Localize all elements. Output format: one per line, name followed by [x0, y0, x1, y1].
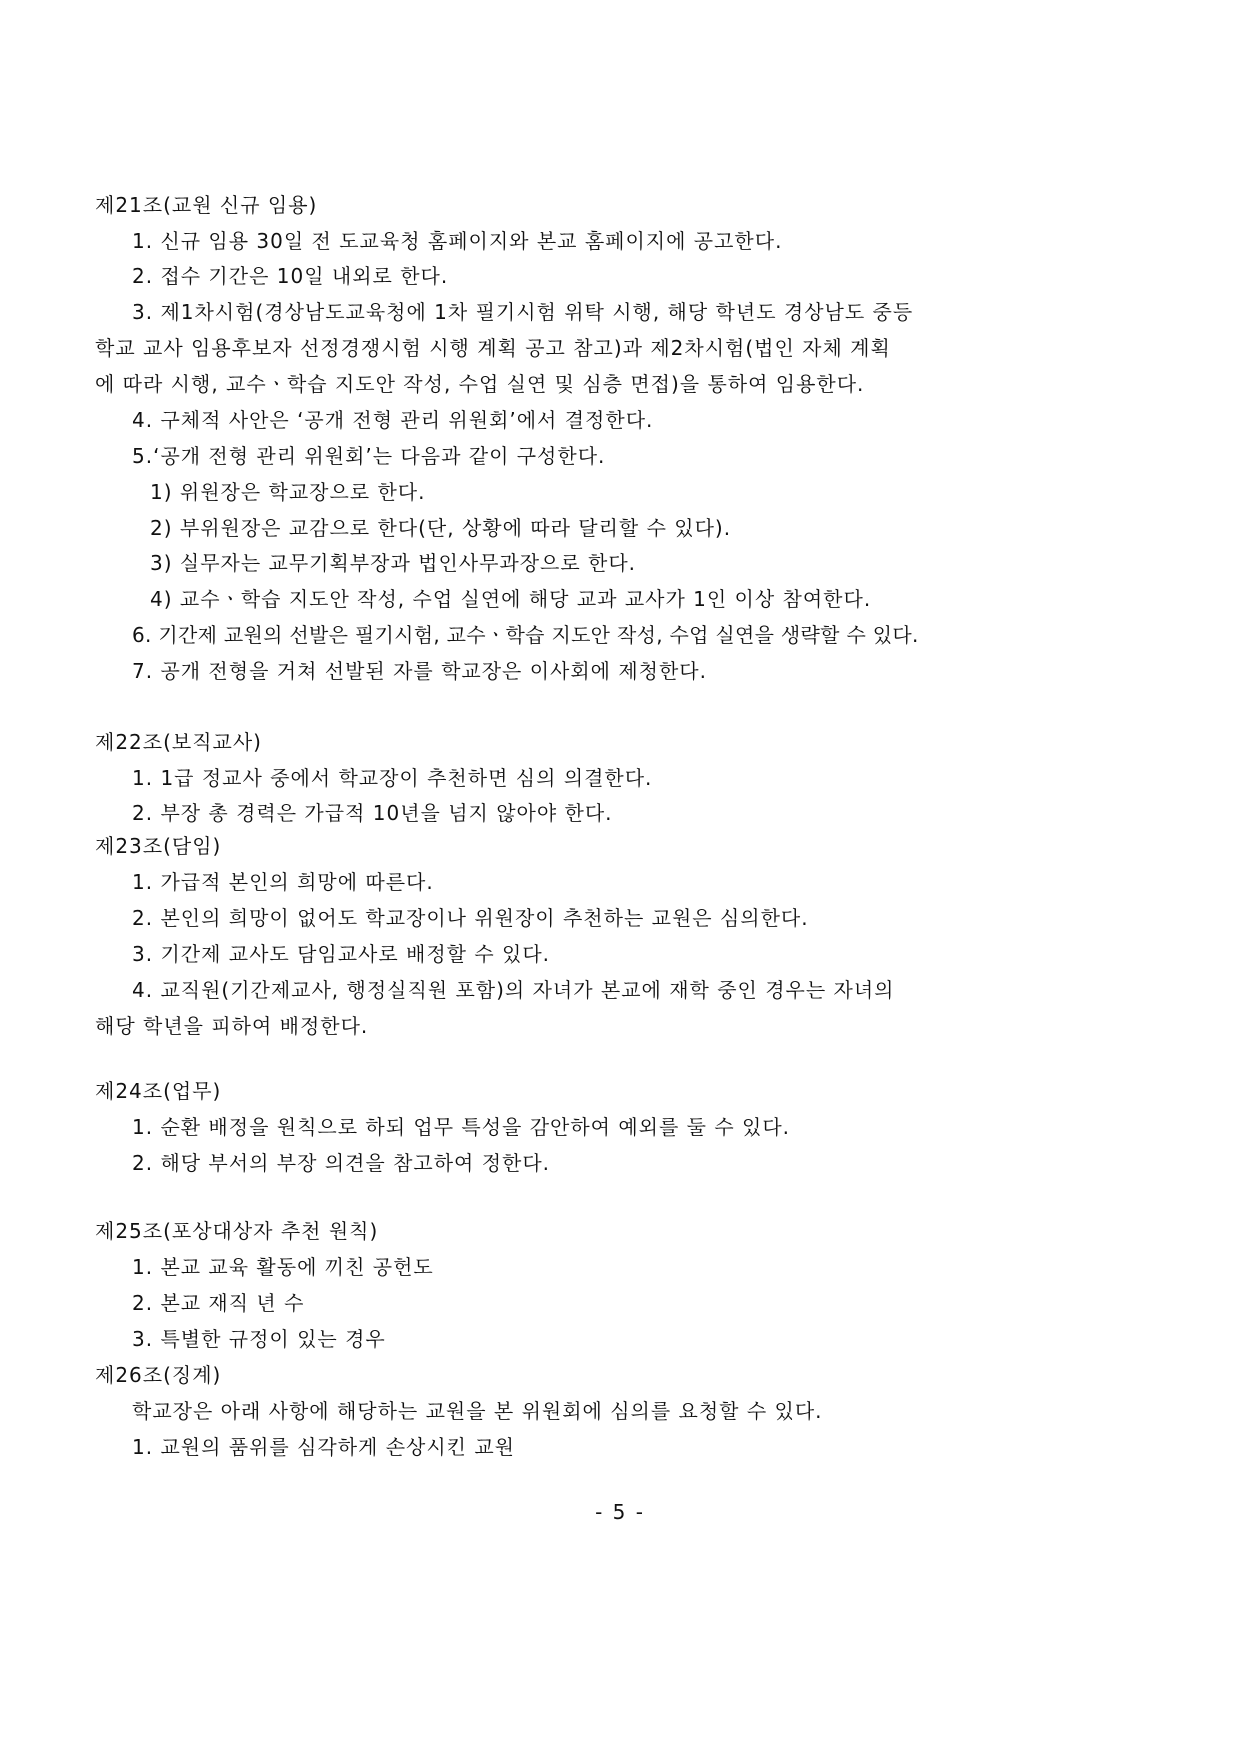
article-21-subitem-4: 4) 교수ㆍ학습 지도안 작성, 수업 실연에 해당 교과 교사가 1인 이상 참여한다.	[150, 587, 872, 611]
article-25-heading: 제25조(포상대상자 추천 원칙)	[95, 1219, 379, 1243]
article-26-heading: 제26조(징계)	[95, 1363, 222, 1387]
article-23-item-4: 4. 교직원(기간제교사, 행정실직원 포함)의 자녀가 본교에 재학 중인 경우는 자녀의	[132, 978, 895, 1002]
article-21-subitem-3: 3) 실무자는 교무기획부장과 법인사무과장으로 한다.	[150, 551, 637, 575]
article-23-item-2: 2. 본인의 희망이 없어도 학교장이나 위원장이 추천하는 교원은 심의한다.	[132, 906, 809, 930]
article-25-item-2: 2. 본교 재직 년 수	[132, 1291, 305, 1315]
article-21-item-2: 2. 접수 기간은 10일 내외로 한다.	[132, 264, 449, 288]
article-22-item-2: 2. 부장 총 경력은 가급적 10년을 넘지 않아야 한다.	[132, 801, 613, 825]
article-21-item-3: 3. 제1차시험(경상남도교육청에 1차 필기시험 위탁 시행, 해당 학년도 경상남도 중등	[132, 300, 914, 324]
article-25-item-1: 1. 본교 교육 활동에 끼친 공헌도	[132, 1255, 434, 1279]
article-21-item-7: 7. 공개 전형을 거쳐 선발된 자를 학교장은 이사회에 제청한다.	[132, 659, 707, 683]
article-23-item-3: 3. 기간제 교사도 담임교사로 배정할 수 있다.	[132, 942, 551, 966]
article-21-item-6: 6. 기간제 교원의 선발은 필기시험, 교수ㆍ학습 지도안 작성, 수업 실연을 생략할 수 있다.	[132, 623, 919, 647]
article-21-item-5: 5.‘공개 전형 관리 위원회’는 다음과 같이 구성한다.	[132, 444, 606, 468]
article-25-item-3: 3. 특별한 규정이 있는 경우	[132, 1327, 386, 1351]
article-21-item-4: 4. 구체적 사안은 ‘공개 전형 관리 위원회’에서 결정한다.	[132, 408, 654, 432]
page-number: - 5 -	[595, 1500, 645, 1524]
article-26-item-1: 1. 교원의 품위를 심각하게 손상시킨 교원	[132, 1435, 515, 1459]
article-24-item-2: 2. 해당 부서의 부장 의견을 참고하여 정한다.	[132, 1151, 551, 1175]
article-21-item-3-cont: 학교 교사 임용후보자 선정경쟁시험 시행 계획 공고 참고)과 제2차시험(법인 자체 계획	[95, 336, 891, 360]
article-22-heading: 제22조(보직교사)	[95, 730, 262, 754]
article-24-item-1: 1. 순환 배정을 원칙으로 하되 업무 특성을 감안하여 예외를 둘 수 있다.	[132, 1115, 791, 1139]
article-21-heading: 제21조(교원 신규 임용)	[95, 193, 318, 217]
article-21-subitem-2: 2) 부위원장은 교감으로 한다(단, 상황에 따라 달리할 수 있다).	[150, 516, 732, 540]
article-21-subitem-1: 1) 위원장은 학교장으로 한다.	[150, 480, 426, 504]
article-21-item-1: 1. 신규 임용 30일 전 도교육청 홈페이지와 본교 홈페이지에 공고한다.	[132, 229, 783, 253]
article-26-intro: 학교장은 아래 사항에 해당하는 교원을 본 위원회에 심의를 요청할 수 있다.	[132, 1399, 823, 1423]
article-23-heading: 제23조(담임)	[95, 834, 222, 858]
article-23-item-4-cont: 해당 학년을 피하여 배정한다.	[95, 1014, 369, 1038]
article-23-item-1: 1. 가급적 본인의 희망에 따른다.	[132, 870, 434, 894]
article-24-heading: 제24조(업무)	[95, 1079, 222, 1103]
article-22-item-1: 1. 1급 정교사 중에서 학교장이 추천하면 심의 의결한다.	[132, 766, 653, 790]
article-21-item-3-cont: 에 따라 시행, 교수ㆍ학습 지도안 작성, 수업 실연 및 심층 면접)을 통하여 임용한다.	[95, 372, 865, 396]
